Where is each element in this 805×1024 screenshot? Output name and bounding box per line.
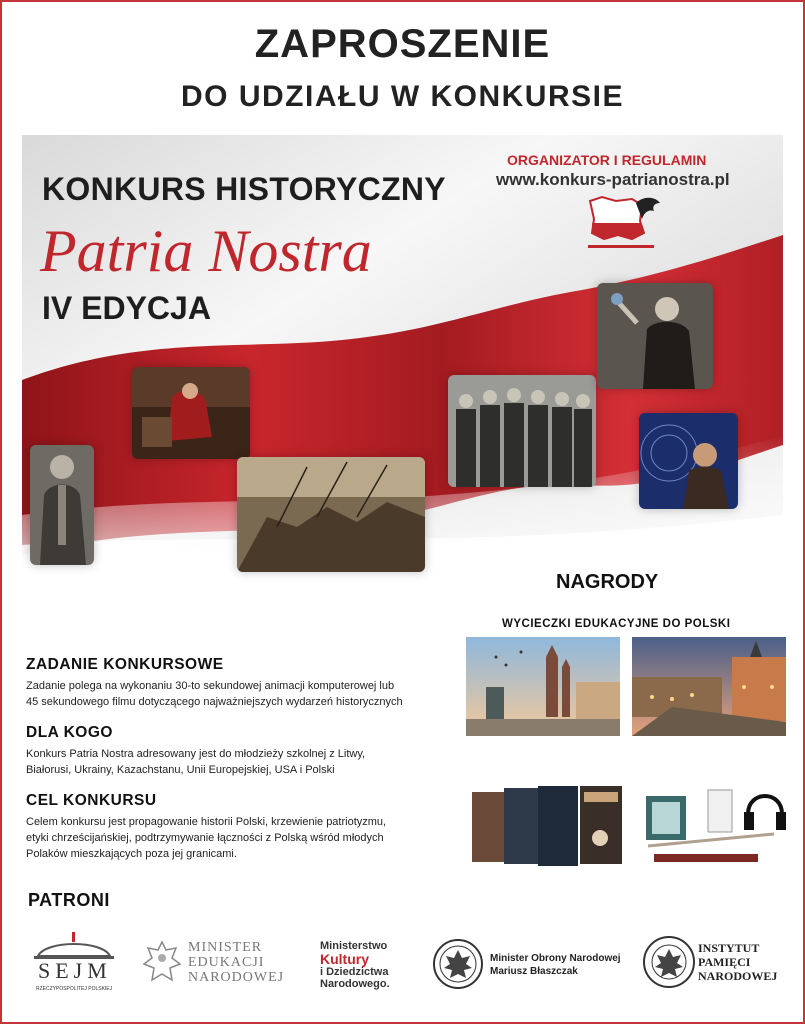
ipn-emblem-icon (642, 935, 696, 989)
sejm-dome-icon (32, 930, 116, 960)
section-task-text (26, 678, 456, 710)
men-line: EDUKACJI (188, 955, 265, 970)
section-audience-line: Białorusi, Ukrainy, Kazachstanu, Unii Europejskiej, USA i Polski (26, 764, 335, 776)
mon-logo (432, 938, 632, 992)
men-line: MINISTER (188, 940, 263, 955)
mkidn-line-4: Narodowego. (320, 978, 390, 990)
ipn-logo (642, 935, 792, 991)
men-logo (142, 938, 292, 988)
organizer-label: ORGANIZATOR I REGULAMIN (507, 152, 707, 168)
mon-line-1: Minister Obrony Narodowej (490, 953, 621, 964)
section-task-heading: ZADANIE KONKURSOWE (26, 656, 224, 673)
sejm-name: SEJM (38, 958, 112, 983)
section-goal-text (26, 814, 456, 862)
section-task (26, 656, 456, 710)
section-task-line: Zadanie polega na wykonaniu 30-to sekundowej animacji komputerowej lub (26, 680, 395, 692)
men-line: NARODOWEJ (188, 970, 285, 985)
mkidn-logo (320, 940, 420, 992)
electronics-prizes (638, 774, 786, 872)
trips-label: WYCIECZKI EDUKACYJNE DO POLSKI (502, 618, 731, 630)
page-subtitle: DO UDZIAŁU W KONKURSIE (181, 80, 624, 113)
contest-url[interactable]: www.konkurs-patrianostra.pl (496, 170, 730, 189)
patrons-title: PATRONI (28, 890, 110, 910)
section-audience-line: Konkurs Patria Nostra adresowany jest do młodzieży szkolnej z Litwy, (26, 748, 366, 760)
contest-label: KONKURS HISTORYCZNY (42, 171, 446, 207)
edition-label: IV EDYCJA (42, 290, 211, 326)
section-goal-line: Polaków mieszkających poza jej granicami. (26, 848, 237, 860)
ipn-line: INSTYTUT (698, 941, 760, 955)
prizes-title: NAGRODY (556, 571, 659, 593)
section-audience-heading: DLA KOGO (26, 724, 113, 741)
portrait-photo-left (30, 445, 94, 565)
warsaw-photo (632, 637, 786, 736)
section-task-line: 45 sekundowego filmu dotyczącego najważniejszych wydarzeń historycznych (26, 696, 403, 708)
mkidn-line-1: Ministerstwo (320, 940, 388, 952)
copernicus-photo (639, 413, 738, 509)
contest-logo-icon (582, 193, 662, 253)
painting-king-photo (132, 367, 250, 459)
section-audience (26, 724, 456, 778)
flag-banner (22, 135, 783, 615)
section-goal-heading: CEL KONKURSU (26, 792, 157, 809)
generals-group-photo (448, 375, 596, 487)
mon-line-2: Mariusz Błaszczak (490, 966, 578, 977)
page-title: ZAPROSZENIE (254, 22, 551, 66)
ipn-line: PAMIĘCI (698, 955, 751, 969)
books-dvd-prizes (468, 780, 628, 872)
sejm-sub: RZECZYPOSPOLITEJ POLSKIEJ (36, 986, 113, 992)
section-goal-line: etyki chrześcijańskiej, podtrzymywanie łączności z Polską wśród młodych (26, 832, 384, 844)
ipn-line: NARODOWEJ (698, 969, 778, 983)
marie-curie-photo (597, 283, 713, 389)
section-audience-text (26, 746, 456, 778)
eagle-emblem-icon (142, 938, 182, 986)
mkidn-line-3: i Dziedzictwa (320, 966, 389, 978)
section-goal-line: Celem konkursu jest propagowanie historii Polski, krzewienie patriotyzmu, (26, 816, 387, 828)
sejm-logo (32, 930, 116, 994)
krakow-photo (466, 637, 620, 736)
mon-emblem-icon (432, 938, 484, 990)
contest-name: Patria Nostra (40, 218, 372, 284)
battle-painting-photo (237, 457, 425, 572)
section-goal (26, 792, 456, 862)
mkidn-line-2: Kultury (320, 951, 369, 967)
